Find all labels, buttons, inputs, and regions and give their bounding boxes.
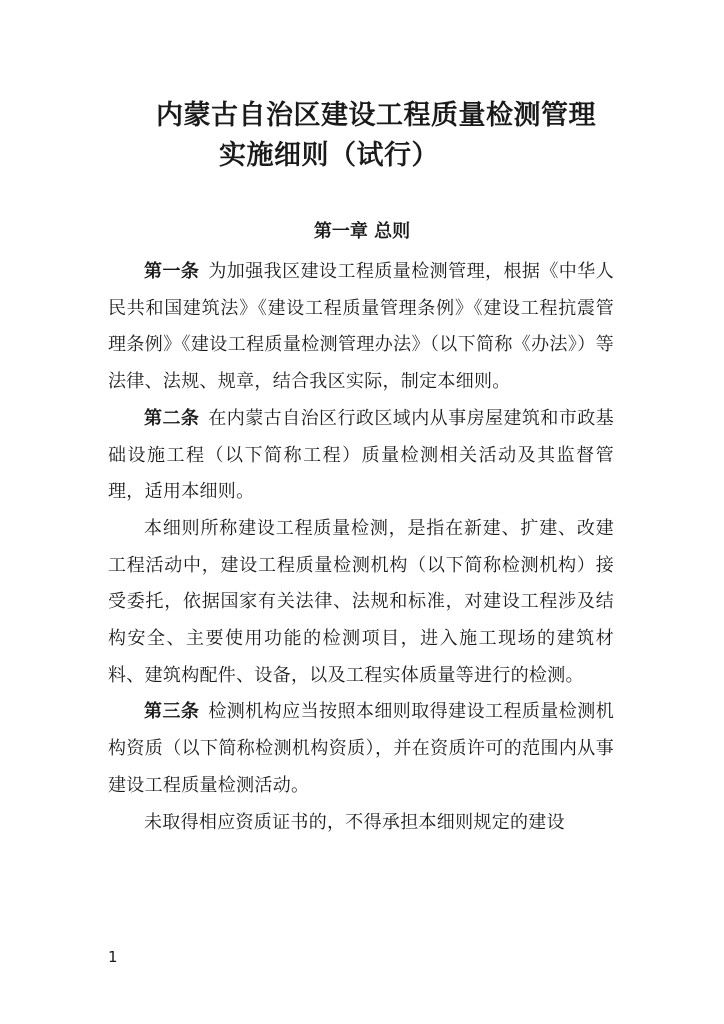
paragraph-article-1 — [108, 254, 614, 401]
paragraph-text: 在内蒙古自治区行政区域内从事房屋建筑和市政基础设施工程（以下简称工程）质量检测相关活动及其监督管理，适用本细则。 — [108, 407, 614, 503]
page-number: 1 — [108, 948, 118, 966]
article-label: 第三条 — [144, 701, 200, 723]
paragraph-article-3 — [108, 694, 614, 804]
paragraph-text: 未取得相应资质证书的，不得承担本细则规定的建设 — [144, 811, 565, 833]
article-label: 第二条 — [144, 407, 200, 429]
paragraph-text: 本细则所称建设工程质量检测，是指在新建、扩建、改建工程活动中，建设工程质量检测机构（以下简称检测机构）接受委托，依据国家有关法律、法规和标准，对建设工程涉及结构安全、主要使用功能的检测项目，进入施工现场的建筑材料、建筑构配件、设备，以及工程实体质量等进行的检测。 — [108, 517, 614, 686]
paragraph-article-2 — [108, 401, 614, 511]
document-body — [108, 254, 614, 841]
document-title-line-1: 内蒙古自治区建设工程质量检测管理 — [156, 100, 596, 131]
paragraph-article-3-continued — [108, 805, 614, 842]
chapter-heading: 第一章 总则 — [313, 221, 411, 242]
document-title-line-2: 实施细则（试行） — [219, 140, 439, 171]
paragraph-text: 为加强我区建设工程质量检测管理，根据《中华人民共和国建筑法》《建设工程质量管理条例》《建设工程抗震管理条例》《建设工程质量检测管理办法》（以下简称《办法》）等法律、法规、规章，结合我区实际，制定本细则。 — [108, 261, 614, 393]
paragraph-text: 检测机构应当按照本细则取得建设工程质量检测机构资质（以下简称检测机构资质），并在资质许可的范围内从事建设工程质量检测活动。 — [108, 701, 614, 796]
paragraph-article-2-definition — [108, 511, 614, 695]
article-label: 第一条 — [144, 261, 200, 282]
